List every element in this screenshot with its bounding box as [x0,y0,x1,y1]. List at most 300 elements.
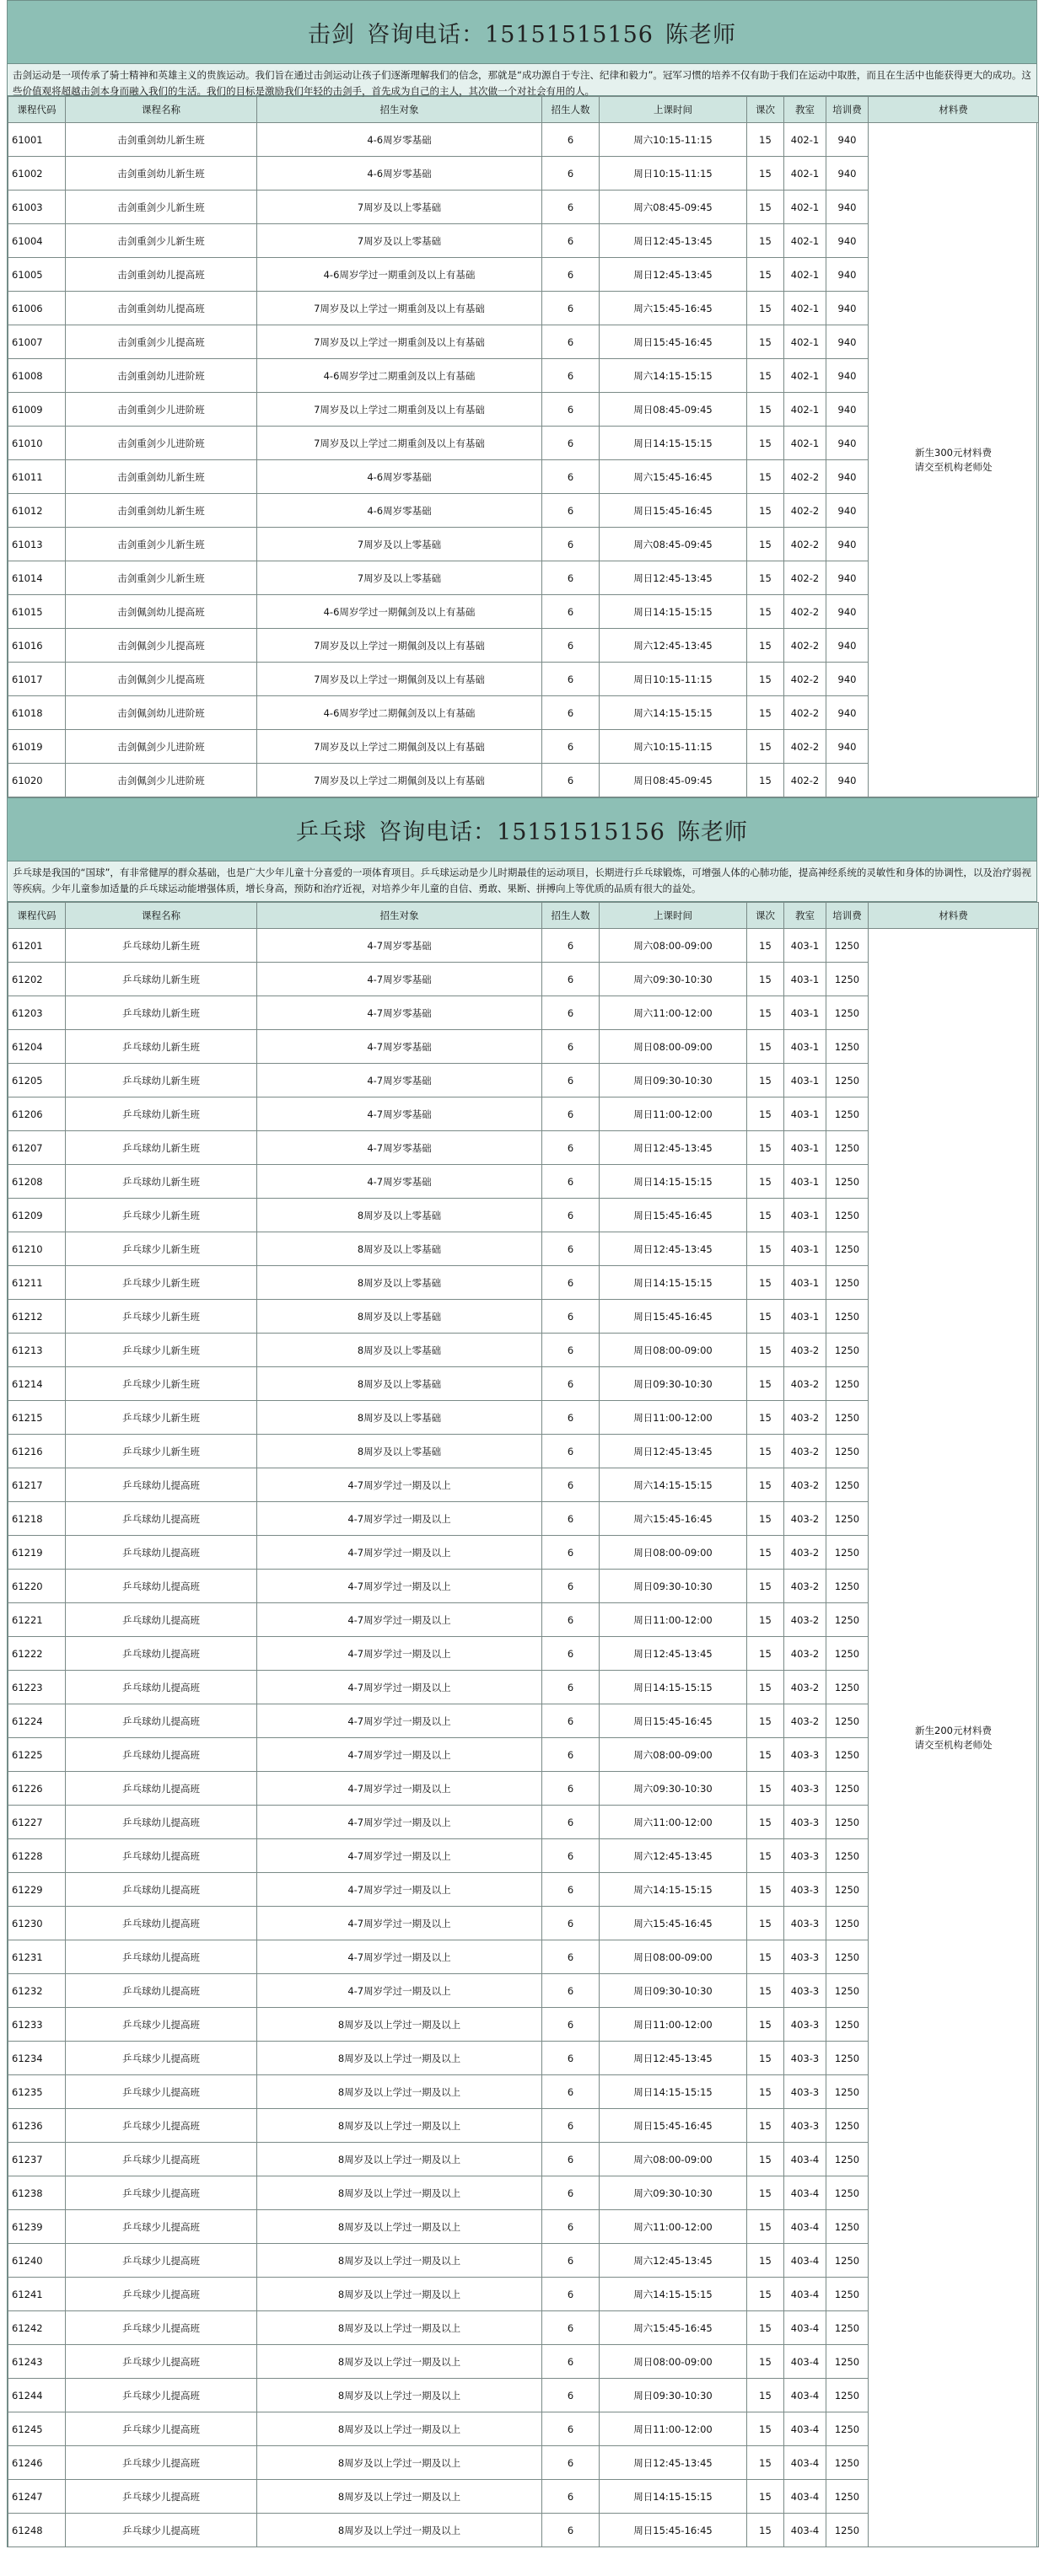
tuition-cell: 1250 [826,2109,869,2143]
schedule-cell: 周六10:15-11:15 [600,730,747,764]
sessions-cell: 15 [747,1097,784,1131]
tuition-cell: 1250 [826,2278,869,2311]
course-code-cell: 61225 [8,1738,66,1772]
course-name-cell: 乒乓球幼儿提高班 [66,1536,257,1570]
fencing-title-contact: 咨询电话：15151515156 [367,21,654,48]
course-code-cell: 61019 [8,730,66,764]
target-cell: 4-7周岁零基础 [257,1030,542,1064]
course-code-cell: 61002 [8,157,66,191]
sessions-cell: 15 [747,2379,784,2412]
classroom-cell: 403-2 [784,1637,826,1671]
tuition-cell: 940 [826,494,869,528]
target-cell: 7周岁及以上学过二期佩剑及以上有基础 [257,764,542,797]
sessions-cell: 15 [747,191,784,224]
tuition-cell: 1250 [826,2244,869,2278]
course-code-cell: 61206 [8,1097,66,1131]
capacity-cell: 6 [542,1199,600,1232]
course-code-cell: 61201 [8,929,66,963]
classroom-cell: 402-2 [784,595,826,629]
tuition-cell: 1250 [826,1637,869,1671]
schedule-cell: 周六15:45-16:45 [600,1907,747,1940]
capacity-cell: 6 [542,663,600,696]
sessions-cell: 15 [747,1671,784,1704]
course-name-cell: 击剑佩剑少儿进阶班 [66,730,257,764]
capacity-cell: 6 [542,191,600,224]
course-name-cell: 乒乓球幼儿提高班 [66,1772,257,1806]
schedule-cell: 周六10:15-11:15 [600,123,747,157]
capacity-cell: 6 [542,1806,600,1839]
capacity-cell: 6 [542,1839,600,1873]
sessions-cell: 15 [747,561,784,595]
classroom-cell: 402-2 [784,730,826,764]
classroom-cell: 402-1 [784,393,826,427]
schedule-cell: 周日08:00-09:00 [600,1334,747,1367]
schedule-cell: 周六14:15-15:15 [600,2278,747,2311]
schedule-cell: 周日15:45-16:45 [600,2514,747,2547]
classroom-cell: 403-1 [784,1300,826,1334]
target-cell: 8周岁及以上学过一期及以上 [257,2480,542,2514]
course-code-cell: 61224 [8,1704,66,1738]
sessions-cell: 15 [747,1131,784,1165]
target-cell: 7周岁及以上学过一期重剑及以上有基础 [257,325,542,359]
capacity-cell: 6 [542,2345,600,2379]
capacity-cell: 6 [542,1131,600,1165]
course-code-cell: 61018 [8,696,66,730]
classroom-cell: 403-3 [784,1974,826,2008]
schedule-cell: 周六11:00-12:00 [600,2210,747,2244]
schedule-cell: 周日08:00-09:00 [600,2345,747,2379]
sessions-cell: 15 [747,730,784,764]
tuition-cell: 1250 [826,1873,869,1907]
target-cell: 7周岁及以上学过一期佩剑及以上有基础 [257,629,542,663]
course-name-cell: 乒乓球幼儿提高班 [66,1603,257,1637]
capacity-cell: 6 [542,494,600,528]
classroom-cell: 402-2 [784,764,826,797]
classroom-cell: 403-2 [784,1334,826,1367]
schedule-cell: 周六15:45-16:45 [600,1502,747,1536]
course-code-cell: 61012 [8,494,66,528]
tuition-cell: 1250 [826,2311,869,2345]
sessions-cell: 15 [747,1570,784,1603]
capacity-cell: 6 [542,1232,600,1266]
sessions-cell: 15 [747,1030,784,1064]
page [7,0,1037,2547]
classroom-cell: 402-1 [784,292,826,325]
classroom-cell: 403-1 [784,1131,826,1165]
tuition-cell: 1250 [826,963,869,996]
column-header: 课程代码 [8,903,66,929]
capacity-cell: 6 [542,1637,600,1671]
tuition-cell: 1250 [826,1300,869,1334]
target-cell: 7周岁及以上学过一期重剑及以上有基础 [257,292,542,325]
course-code-cell: 61016 [8,629,66,663]
table-row [8,123,1039,157]
sessions-cell: 15 [747,1199,784,1232]
tuition-cell: 1250 [826,1704,869,1738]
tuition-cell: 940 [826,629,869,663]
classroom-cell: 403-1 [784,996,826,1030]
capacity-cell: 6 [542,1502,600,1536]
course-code-cell: 61231 [8,1940,66,1974]
classroom-cell: 403-4 [784,2176,826,2210]
capacity-cell: 6 [542,1603,600,1637]
capacity-cell: 6 [542,730,600,764]
course-name-cell: 乒乓球少儿新生班 [66,1334,257,1367]
classroom-cell: 403-3 [784,1806,826,1839]
sessions-cell: 15 [747,2008,784,2042]
tuition-cell: 1250 [826,1401,869,1435]
sessions-cell: 15 [747,764,784,797]
tuition-cell: 1250 [826,1940,869,1974]
sessions-cell: 15 [747,2514,784,2547]
sessions-cell: 15 [747,1064,784,1097]
course-code-cell: 61215 [8,1401,66,1435]
course-name-cell: 击剑重剑少儿进阶班 [66,427,257,460]
course-code-cell: 61233 [8,2008,66,2042]
target-cell: 8周岁及以上零基础 [257,1334,542,1367]
schedule-cell: 周日14:15-15:15 [600,1671,747,1704]
classroom-cell: 403-2 [784,1603,826,1637]
course-name-cell: 乒乓球少儿提高班 [66,2446,257,2480]
schedule-cell: 周日11:00-12:00 [600,1603,747,1637]
schedule-cell: 周六12:45-13:45 [600,1839,747,1873]
sessions-cell: 15 [747,1232,784,1266]
capacity-cell: 6 [542,1907,600,1940]
course-name-cell: 击剑重剑幼儿新生班 [66,157,257,191]
capacity-cell: 6 [542,2379,600,2412]
tuition-cell: 940 [826,191,869,224]
sessions-cell: 15 [747,2042,784,2075]
course-code-cell: 61207 [8,1131,66,1165]
tuition-cell: 1250 [826,1131,869,1165]
target-cell: 7周岁及以上零基础 [257,224,542,258]
course-name-cell: 乒乓球幼儿提高班 [66,1839,257,1873]
tuition-cell: 1250 [826,1266,869,1300]
course-name-cell: 击剑重剑幼儿新生班 [66,460,257,494]
tuition-cell: 1250 [826,1570,869,1603]
fencing-title-sport: 击剑 [308,21,356,48]
schedule-cell: 周日15:45-16:45 [600,1199,747,1232]
pingpong-intro: 乒乓球是我国的“国球”，有非常健厚的群众基础，也是广大少年儿童十分喜爱的一项体育项目。乒乓球运动是少儿时期最佳的运动项目，长期进行乒乓球锻炼，可增强人体的心肺功能，提高神经系统的灵敏性和身体的协调性，以及治疗弱视等疾病。少年儿童参加适量的乒乓球运动能增强体质，增长身高，预防和治疗近视，对培养少年儿童的自信、勇敢、果断、拼搏向上等优质的品质有很大的益处。 [8,861,1036,902]
target-cell: 4-7周岁学过一期及以上 [257,1738,542,1772]
target-cell: 4-7周岁零基础 [257,1064,542,1097]
classroom-cell: 402-1 [784,157,826,191]
capacity-cell: 6 [542,595,600,629]
sessions-cell: 15 [747,494,784,528]
tuition-cell: 1250 [826,2379,869,2412]
capacity-cell: 6 [542,1266,600,1300]
table-row [8,929,1039,963]
course-name-cell: 乒乓球幼儿提高班 [66,1637,257,1671]
column-header: 上课时间 [600,903,747,929]
schedule-cell: 周日11:00-12:00 [600,2008,747,2042]
schedule-cell: 周日14:15-15:15 [600,1165,747,1199]
course-name-cell: 击剑重剑少儿进阶班 [66,393,257,427]
capacity-cell: 6 [542,929,600,963]
course-code-cell: 61211 [8,1266,66,1300]
target-cell: 4-7周岁学过一期及以上 [257,1806,542,1839]
schedule-cell: 周日15:45-16:45 [600,325,747,359]
course-name-cell: 击剑重剑少儿提高班 [66,325,257,359]
course-name-cell: 乒乓球幼儿提高班 [66,1907,257,1940]
capacity-cell: 6 [542,1097,600,1131]
sessions-cell: 15 [747,460,784,494]
target-cell: 8周岁及以上学过一期及以上 [257,2143,542,2176]
target-cell: 7周岁及以上零基础 [257,191,542,224]
column-header: 教室 [784,97,826,123]
course-name-cell: 击剑重剑少儿新生班 [66,561,257,595]
schedule-cell: 周六08:00-09:00 [600,1738,747,1772]
schedule-cell: 周日14:15-15:15 [600,595,747,629]
schedule-cell: 周六12:45-13:45 [600,629,747,663]
classroom-cell: 403-4 [784,2412,826,2446]
schedule-cell: 周六14:15-15:15 [600,696,747,730]
capacity-cell: 6 [542,2042,600,2075]
tuition-cell: 1250 [826,1536,869,1570]
classroom-cell: 402-2 [784,663,826,696]
capacity-cell: 6 [542,561,600,595]
tuition-cell: 940 [826,292,869,325]
target-cell: 4-6周岁学过二期佩剑及以上有基础 [257,696,542,730]
classroom-cell: 403-4 [784,2143,826,2176]
tuition-cell: 940 [826,595,869,629]
capacity-cell: 6 [542,996,600,1030]
course-name-cell: 乒乓球少儿新生班 [66,1435,257,1468]
tuition-cell: 940 [826,730,869,764]
classroom-cell: 403-1 [784,1232,826,1266]
course-code-cell: 61241 [8,2278,66,2311]
target-cell: 8周岁及以上零基础 [257,1199,542,1232]
classroom-cell: 403-3 [784,1738,826,1772]
target-cell: 4-7周岁学过一期及以上 [257,1704,542,1738]
course-code-cell: 61214 [8,1367,66,1401]
schedule-cell: 周日12:45-13:45 [600,2042,747,2075]
course-name-cell: 乒乓球幼儿提高班 [66,1671,257,1704]
target-cell: 4-6周岁零基础 [257,460,542,494]
sessions-cell: 15 [747,1738,784,1772]
capacity-cell: 6 [542,1064,600,1097]
course-code-cell: 61203 [8,996,66,1030]
classroom-cell: 403-2 [784,1468,826,1502]
course-name-cell: 乒乓球少儿提高班 [66,2514,257,2547]
classroom-cell: 403-4 [784,2244,826,2278]
capacity-cell: 6 [542,2008,600,2042]
target-cell: 4-6周岁学过一期重剑及以上有基础 [257,258,542,292]
course-name-cell: 乒乓球幼儿提高班 [66,1806,257,1839]
pingpong-section [7,797,1037,2547]
schedule-cell: 周六14:15-15:15 [600,1873,747,1907]
schedule-cell: 周日09:30-10:30 [600,1367,747,1401]
target-cell: 7周岁及以上学过一期佩剑及以上有基础 [257,663,542,696]
course-name-cell: 乒乓球少儿新生班 [66,1232,257,1266]
target-cell: 8周岁及以上学过一期及以上 [257,2008,542,2042]
course-name-cell: 击剑重剑少儿新生班 [66,528,257,561]
course-code-cell: 61009 [8,393,66,427]
classroom-cell: 403-4 [784,2480,826,2514]
sessions-cell: 15 [747,1873,784,1907]
course-name-cell: 击剑佩剑少儿提高班 [66,663,257,696]
tuition-cell: 1250 [826,1468,869,1502]
course-name-cell: 乒乓球幼儿新生班 [66,1165,257,1199]
target-cell: 4-7周岁零基础 [257,963,542,996]
course-code-cell: 61244 [8,2379,66,2412]
classroom-cell: 403-4 [784,2311,826,2345]
course-code-cell: 61004 [8,224,66,258]
schedule-cell: 周六15:45-16:45 [600,2311,747,2345]
schedule-cell: 周日08:45-09:45 [600,393,747,427]
capacity-cell: 6 [542,2176,600,2210]
course-code-cell: 61226 [8,1772,66,1806]
schedule-cell: 周日15:45-16:45 [600,2109,747,2143]
schedule-cell: 周六08:45-09:45 [600,191,747,224]
tuition-cell: 1250 [826,1772,869,1806]
target-cell: 4-7周岁学过一期及以上 [257,1502,542,1536]
course-name-cell: 击剑佩剑幼儿提高班 [66,595,257,629]
capacity-cell: 6 [542,2514,600,2547]
tuition-cell: 940 [826,427,869,460]
target-cell: 4-7周岁零基础 [257,1097,542,1131]
sessions-cell: 15 [747,1468,784,1502]
course-name-cell: 乒乓球幼儿提高班 [66,1873,257,1907]
classroom-cell: 403-1 [784,1199,826,1232]
course-code-cell: 61230 [8,1907,66,1940]
schedule-cell: 周日12:45-13:45 [600,1131,747,1165]
classroom-cell: 403-2 [784,1704,826,1738]
tuition-cell: 1250 [826,1165,869,1199]
schedule-cell: 周日12:45-13:45 [600,2446,747,2480]
course-code-cell: 61216 [8,1435,66,1468]
tuition-cell: 1250 [826,1839,869,1873]
classroom-cell: 403-1 [784,1030,826,1064]
schedule-cell: 周六08:45-09:45 [600,528,747,561]
target-cell: 4-7周岁学过一期及以上 [257,1536,542,1570]
sessions-cell: 15 [747,2210,784,2244]
capacity-cell: 6 [542,2244,600,2278]
tuition-cell: 1250 [826,2075,869,2109]
pingpong-table [8,902,1039,2547]
capacity-cell: 6 [542,325,600,359]
sessions-cell: 15 [747,292,784,325]
capacity-cell: 6 [542,764,600,797]
target-cell: 7周岁及以上学过二期重剑及以上有基础 [257,427,542,460]
course-code-cell: 61006 [8,292,66,325]
capacity-cell: 6 [542,1468,600,1502]
schedule-cell: 周日11:00-12:00 [600,1401,747,1435]
column-header: 材料费 [869,97,1039,123]
tuition-cell: 1250 [826,2008,869,2042]
sessions-cell: 15 [747,696,784,730]
course-code-cell: 61005 [8,258,66,292]
sessions-cell: 15 [747,2109,784,2143]
column-header: 培训费 [826,903,869,929]
tuition-cell: 1250 [826,2514,869,2547]
course-name-cell: 乒乓球少儿提高班 [66,2109,257,2143]
classroom-cell: 403-3 [784,2042,826,2075]
target-cell: 8周岁及以上零基础 [257,1435,542,1468]
pingpong-title-bar [8,798,1036,861]
sessions-cell: 15 [747,1637,784,1671]
course-name-cell: 乒乓球少儿提高班 [66,2008,257,2042]
capacity-cell: 6 [542,2143,600,2176]
target-cell: 4-7周岁学过一期及以上 [257,1772,542,1806]
sessions-cell: 15 [747,1502,784,1536]
capacity-cell: 6 [542,2210,600,2244]
capacity-cell: 6 [542,393,600,427]
tuition-cell: 1250 [826,1334,869,1367]
capacity-cell: 6 [542,2446,600,2480]
course-name-cell: 乒乓球少儿提高班 [66,2412,257,2446]
sessions-cell: 15 [747,1839,784,1873]
sessions-cell: 15 [747,2345,784,2379]
course-name-cell: 乒乓球幼儿新生班 [66,1097,257,1131]
sessions-cell: 15 [747,2244,784,2278]
course-code-cell: 61240 [8,2244,66,2278]
capacity-cell: 6 [542,2311,600,2345]
classroom-cell: 402-1 [784,427,826,460]
schedule-cell: 周日09:30-10:30 [600,1064,747,1097]
course-name-cell: 乒乓球幼儿新生班 [66,1064,257,1097]
course-code-cell: 61248 [8,2514,66,2547]
pingpong-title-teacher: 陈老师 [676,818,748,845]
target-cell: 4-7周岁学过一期及以上 [257,1974,542,2008]
schedule-cell: 周六11:00-12:00 [600,1806,747,1839]
classroom-cell: 403-4 [784,2514,826,2547]
course-name-cell: 击剑重剑幼儿提高班 [66,258,257,292]
course-name-cell: 乒乓球幼儿新生班 [66,929,257,963]
sessions-cell: 15 [747,1334,784,1367]
course-code-cell: 61247 [8,2480,66,2514]
course-code-cell: 61228 [8,1839,66,1873]
schedule-cell: 周日12:45-13:45 [600,1637,747,1671]
tuition-cell: 940 [826,359,869,393]
capacity-cell: 6 [542,2412,600,2446]
course-name-cell: 击剑重剑幼儿进阶班 [66,359,257,393]
target-cell: 4-6周岁学过二期重剑及以上有基础 [257,359,542,393]
course-name-cell: 乒乓球少儿提高班 [66,2042,257,2075]
course-code-cell: 61236 [8,2109,66,2143]
course-code-cell: 61223 [8,1671,66,1704]
tuition-cell: 1250 [826,1603,869,1637]
course-name-cell: 乒乓球少儿新生班 [66,1401,257,1435]
classroom-cell: 403-3 [784,1907,826,1940]
schedule-cell: 周六09:30-10:30 [600,1772,747,1806]
capacity-cell: 6 [542,427,600,460]
course-code-cell: 61222 [8,1637,66,1671]
schedule-cell: 周日14:15-15:15 [600,2075,747,2109]
schedule-cell: 周日08:00-09:00 [600,1940,747,1974]
sessions-cell: 15 [747,1266,784,1300]
target-cell: 4-7周岁零基础 [257,929,542,963]
target-cell: 8周岁及以上零基础 [257,1300,542,1334]
course-code-cell: 61010 [8,427,66,460]
course-name-cell: 乒乓球少儿提高班 [66,2278,257,2311]
sessions-cell: 15 [747,2480,784,2514]
tuition-cell: 940 [826,258,869,292]
tuition-cell: 1250 [826,2042,869,2075]
schedule-cell: 周六15:45-16:45 [600,292,747,325]
course-code-cell: 61011 [8,460,66,494]
course-name-cell: 击剑重剑幼儿提高班 [66,292,257,325]
target-cell: 7周岁及以上学过二期佩剑及以上有基础 [257,730,542,764]
schedule-cell: 周日09:30-10:30 [600,1974,747,2008]
tuition-cell: 940 [826,460,869,494]
column-header: 培训费 [826,97,869,123]
course-name-cell: 乒乓球幼儿新生班 [66,1030,257,1064]
fencing-section [7,0,1037,797]
schedule-cell: 周日15:45-16:45 [600,1704,747,1738]
capacity-cell: 6 [542,1974,600,2008]
course-code-cell: 61210 [8,1232,66,1266]
